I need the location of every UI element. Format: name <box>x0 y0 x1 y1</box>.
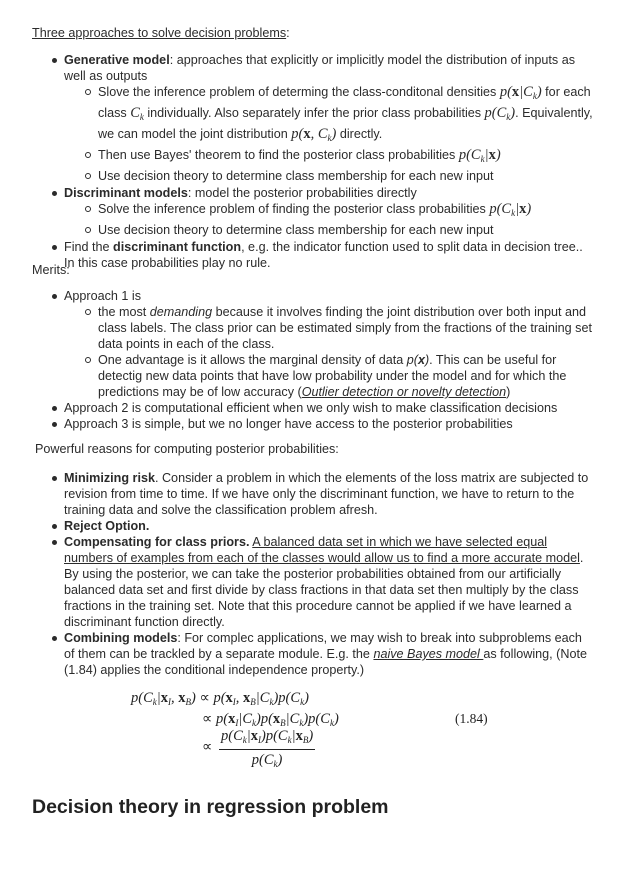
text: Then use Bayes' theorem to find the posterior class probabilities <box>98 148 459 162</box>
merits-list <box>64 288 594 432</box>
list-item-approach-1-advantage <box>98 352 594 400</box>
text: Approach 3 is simple, but we no longer have access to the posterior probabilities <box>64 417 513 431</box>
formula-p-x-ck: p(x, $C_k$) <box>291 126 337 143</box>
equation-line-3-proportional: ∝ <box>202 739 213 755</box>
equation-number: (1.84) <box>455 711 488 726</box>
text: : For complec applications, we may wish to break into subproblems each of them can be trackled by a separate module. E.g. the <box>64 631 582 661</box>
formula-p-ck-given-x: $p(C_k|x)$ <box>458 147 501 164</box>
equation-line-2: ∝ $p(x_I|C_k)p(x_B|C_k)p(C_k)$ <box>202 711 339 728</box>
text: Approach 1 is <box>64 289 142 303</box>
text: Solve the inference problem of finding the posterior class probabilities <box>98 202 490 216</box>
discriminant-text: : model the posterior probabilities directly <box>187 186 417 200</box>
text: . By using the posterior, we can take the posterior probabilities obtained from our artificially balanced data set and first divide by class fractions in that data set then multiply by the class fractions in the training set. Note that this procedure cannot be applied if we have learned a discriminant function directly. <box>64 551 584 629</box>
list-item-discriminant <box>64 185 594 201</box>
formula-ck: $C_k$ <box>130 105 144 122</box>
text: Use decision theory to determine class membership for each new input <box>98 223 494 237</box>
section-heading: Decision theory in regression problem <box>32 796 389 818</box>
intro-colon: : <box>286 26 290 40</box>
list-item-generative-inference <box>98 84 594 147</box>
generative-term: Generative model <box>64 53 170 67</box>
emphasis: demanding <box>149 305 213 319</box>
fraction-denominator: $p(C_k)$ <box>251 752 283 769</box>
list-item-generative-bayes <box>98 147 594 168</box>
generative-text: : approaches that explicitly or implicitly model the distribution of inputs as well as outputs <box>64 53 575 83</box>
powerful-reasons-label: Powerful reasons for computing posterior probabilities: <box>35 442 339 456</box>
text: Use decision theory to determine class membership for each new input <box>98 169 494 183</box>
list-item-compensating <box>64 534 594 630</box>
text: because it involves finding the joint distribution over both input and class labels. The class prior can be estimated simply from the fractions of the training set data points in each of the class. <box>98 305 592 351</box>
text: . This can be useful for detectig new data points that have low probability under the model and for which the predictions may be of low accuracy ( <box>98 353 567 399</box>
list-item-approach-1-demanding <box>98 304 594 352</box>
text: directly. <box>336 127 383 141</box>
list-item-combining-models <box>64 630 594 678</box>
text: , e.g. the indicator function used to split data in decision tree.. In this case probabilities play no rule. <box>64 240 583 270</box>
fraction-numerator: $p(C_k|x_I)p(C_k|x_B)$ <box>219 728 315 750</box>
merits-label: Merits: <box>32 263 70 277</box>
text: individually. Also separately infer the prior class probabilities <box>143 106 485 120</box>
text: Slove the inference problem of determing the class-conditonal densities <box>98 85 500 99</box>
formula-p-x-given-ck: $p(x|C_k)$ <box>499 84 542 101</box>
combining-models-term: Combining models <box>64 631 178 645</box>
list-item-approach-1 <box>64 288 594 304</box>
minimizing-risk-term: Minimizing risk <box>64 471 155 485</box>
list-item-discriminant-decision <box>98 222 594 239</box>
formula-close: ) <box>424 353 430 367</box>
text: for each class <box>98 85 591 120</box>
compensating-term: Compensating for class priors. <box>64 535 250 549</box>
formula-x: x <box>417 353 425 367</box>
equation-fraction <box>219 728 315 772</box>
underlined-text: A balanced data set in which we have selected equal numbers of examples from each of the classes would allow us to find a more accurate model <box>64 535 580 565</box>
discriminant-term: Discriminant models <box>64 186 188 200</box>
reasons-list <box>64 470 594 678</box>
list-item-generative-decision <box>98 168 594 185</box>
list-item-minimizing-risk <box>64 470 594 518</box>
text: Find the <box>64 240 114 254</box>
list-item-discriminant-function <box>64 239 594 271</box>
formula-p-ck: $p(C_k)$ <box>484 105 516 122</box>
text: One advantage is it allows the marginal density of data <box>98 353 407 367</box>
list-item-approach-2 <box>64 400 594 416</box>
naive-bayes-link[interactable]: naive Bayes model <box>373 647 484 661</box>
list-item-generative <box>64 52 594 84</box>
text: . Consider a problem in which the elements of the loss matrix are subjected to revision from time to time. If we have only the discriminant function, we have to return to the training data and solve the classification problem afresh. <box>64 471 589 517</box>
list-item-reject-option <box>64 518 594 534</box>
formula-px: p( <box>406 353 418 367</box>
approaches-list <box>64 52 594 271</box>
outlier-detection-link[interactable]: Outlier detection or novelty detection <box>301 385 507 399</box>
formula-p-ck-given-x: $p(C_k|x)$ <box>489 201 532 218</box>
text: ) <box>506 385 511 399</box>
text: as following, (Note (1.84) applies the conditional independence property.) <box>64 647 587 677</box>
intro-text: Three approaches to solve decision problems <box>32 26 287 40</box>
intro-paragraph <box>32 25 290 41</box>
reject-option-term: Reject Option. <box>64 519 150 533</box>
list-item-approach-3 <box>64 416 594 432</box>
list-item-discriminant-inference <box>98 201 594 222</box>
text: . Equivalently, we can model the joint distribution <box>98 106 593 141</box>
discriminant-function-term: discriminant function <box>113 240 242 254</box>
text: the most <box>98 305 150 319</box>
equation-line-1: $p(C_k|x_I$, $x_B) \propto p(x_I$, $x_B|C_k)p(C_k)$ <box>131 690 309 707</box>
text: Approach 2 is computational efficient when we only wish to make classification decisions <box>64 401 558 415</box>
